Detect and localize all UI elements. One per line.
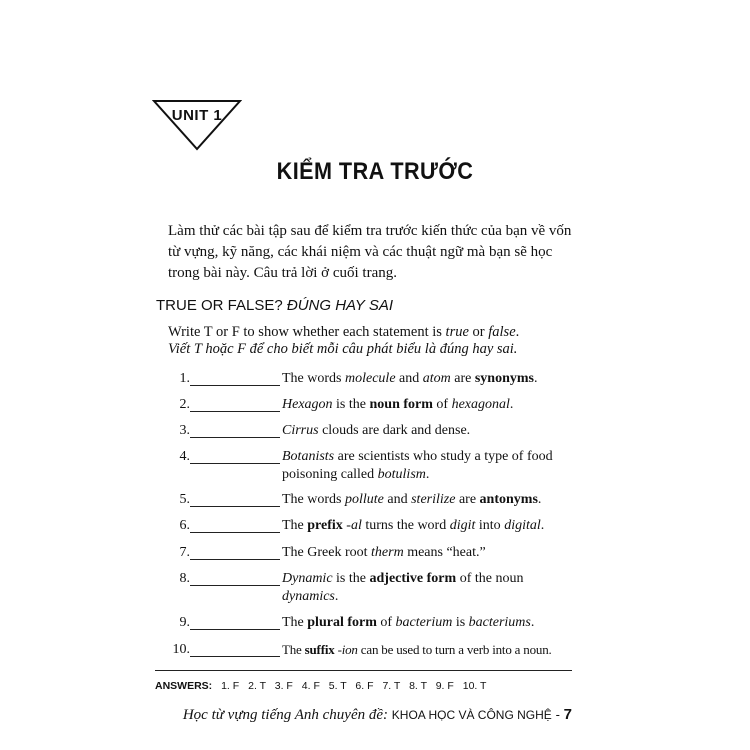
unit-label: UNIT 1 xyxy=(171,107,223,124)
question-text: Cirrus clouds are dark and dense. xyxy=(282,423,471,438)
footer-separator: - xyxy=(555,707,560,722)
question-text: The Greek root therm means “heat.” xyxy=(282,545,486,560)
question-number: 9. xyxy=(179,615,190,630)
answer-blank[interactable] xyxy=(190,585,280,586)
question-number: 8. xyxy=(179,571,190,586)
question-text: The words pollute and sterilize are antonyms. xyxy=(282,492,542,507)
question-number: 6. xyxy=(179,518,190,533)
instruction-en: Write T or F to show whether each statement is true or false. xyxy=(168,324,520,340)
question-text: Botanists are scientists who study a type of food poisoning called botulism. xyxy=(282,449,553,482)
section-heading-en: TRUE OR FALSE? xyxy=(156,297,283,314)
question-text: The prefix -al turns the word digit into digital. xyxy=(282,518,545,533)
answer-blank[interactable] xyxy=(190,559,280,560)
section-heading xyxy=(156,297,393,314)
answer-key xyxy=(155,680,486,692)
question-number: 10. xyxy=(172,642,190,657)
answer-item: 5. T xyxy=(328,680,347,692)
instruction-vi: Viết T hoặc F để cho biết mỗi câu phát biểu là đúng hay sai. xyxy=(168,341,518,357)
question-text: The plural form of bacterium is bacteriums. xyxy=(282,615,535,630)
question-text: The words molecule and atom are synonyms. xyxy=(282,371,538,386)
divider xyxy=(155,670,572,671)
answer-item: 10. T xyxy=(462,680,487,692)
page-number: 7 xyxy=(563,706,572,723)
question-number: 7. xyxy=(179,545,190,560)
answer-blank[interactable] xyxy=(190,411,280,412)
answer-item: 6. F xyxy=(355,680,374,692)
footer-book-title: Học từ vựng tiếng Anh chuyên đề: xyxy=(182,707,389,723)
answer-blank[interactable] xyxy=(190,385,280,386)
question-text: The suffix -ion can be used to turn a verb into a noun. xyxy=(282,642,552,657)
question-number: 5. xyxy=(179,492,190,507)
question-number: 2. xyxy=(179,397,190,412)
unit-badge xyxy=(152,99,242,151)
intro-paragraph: Làm thử các bài tập sau để kiểm tra trước kiến thức của bạn về vốn từ vựng, kỹ năng, các khái niệm và các thuật ngữ mà bạn sẽ học trong bài này. Câu trả lời ở cuối trang. xyxy=(168,223,572,281)
answer-item: 1. F xyxy=(221,680,240,692)
page-footer xyxy=(180,706,572,724)
question-number: 1. xyxy=(179,371,190,386)
answer-blank[interactable] xyxy=(190,532,280,533)
answer-blank[interactable] xyxy=(190,656,280,657)
answer-blank[interactable] xyxy=(190,437,280,438)
footer-topic: KHOA HỌC VÀ CÔNG NGHỆ xyxy=(391,708,552,722)
answer-blank[interactable] xyxy=(190,629,280,630)
answer-item: 3. F xyxy=(274,680,293,692)
section-heading-vi: ĐÚNG HAY SAI xyxy=(286,297,394,314)
answer-key-label: ANSWERS: xyxy=(155,680,213,692)
question-number: 4. xyxy=(179,449,190,464)
answer-item: 7. T xyxy=(382,680,401,692)
instructions xyxy=(168,324,588,358)
answer-blank[interactable] xyxy=(190,463,280,464)
answer-item: 8. T xyxy=(409,680,427,692)
question-text: Dynamic is the adjective form of the noun dynamics. xyxy=(282,571,524,604)
question-number: 3. xyxy=(179,423,190,438)
answer-blank[interactable] xyxy=(190,506,280,507)
answer-item: 2. T xyxy=(248,680,266,692)
question-text: Hexagon is the noun form of hexagonal. xyxy=(282,397,514,412)
answer-item: 4. F xyxy=(301,680,320,692)
answer-item: 9. F xyxy=(435,680,454,692)
page-title: KIỂM TRA TRƯỚC xyxy=(276,158,474,185)
